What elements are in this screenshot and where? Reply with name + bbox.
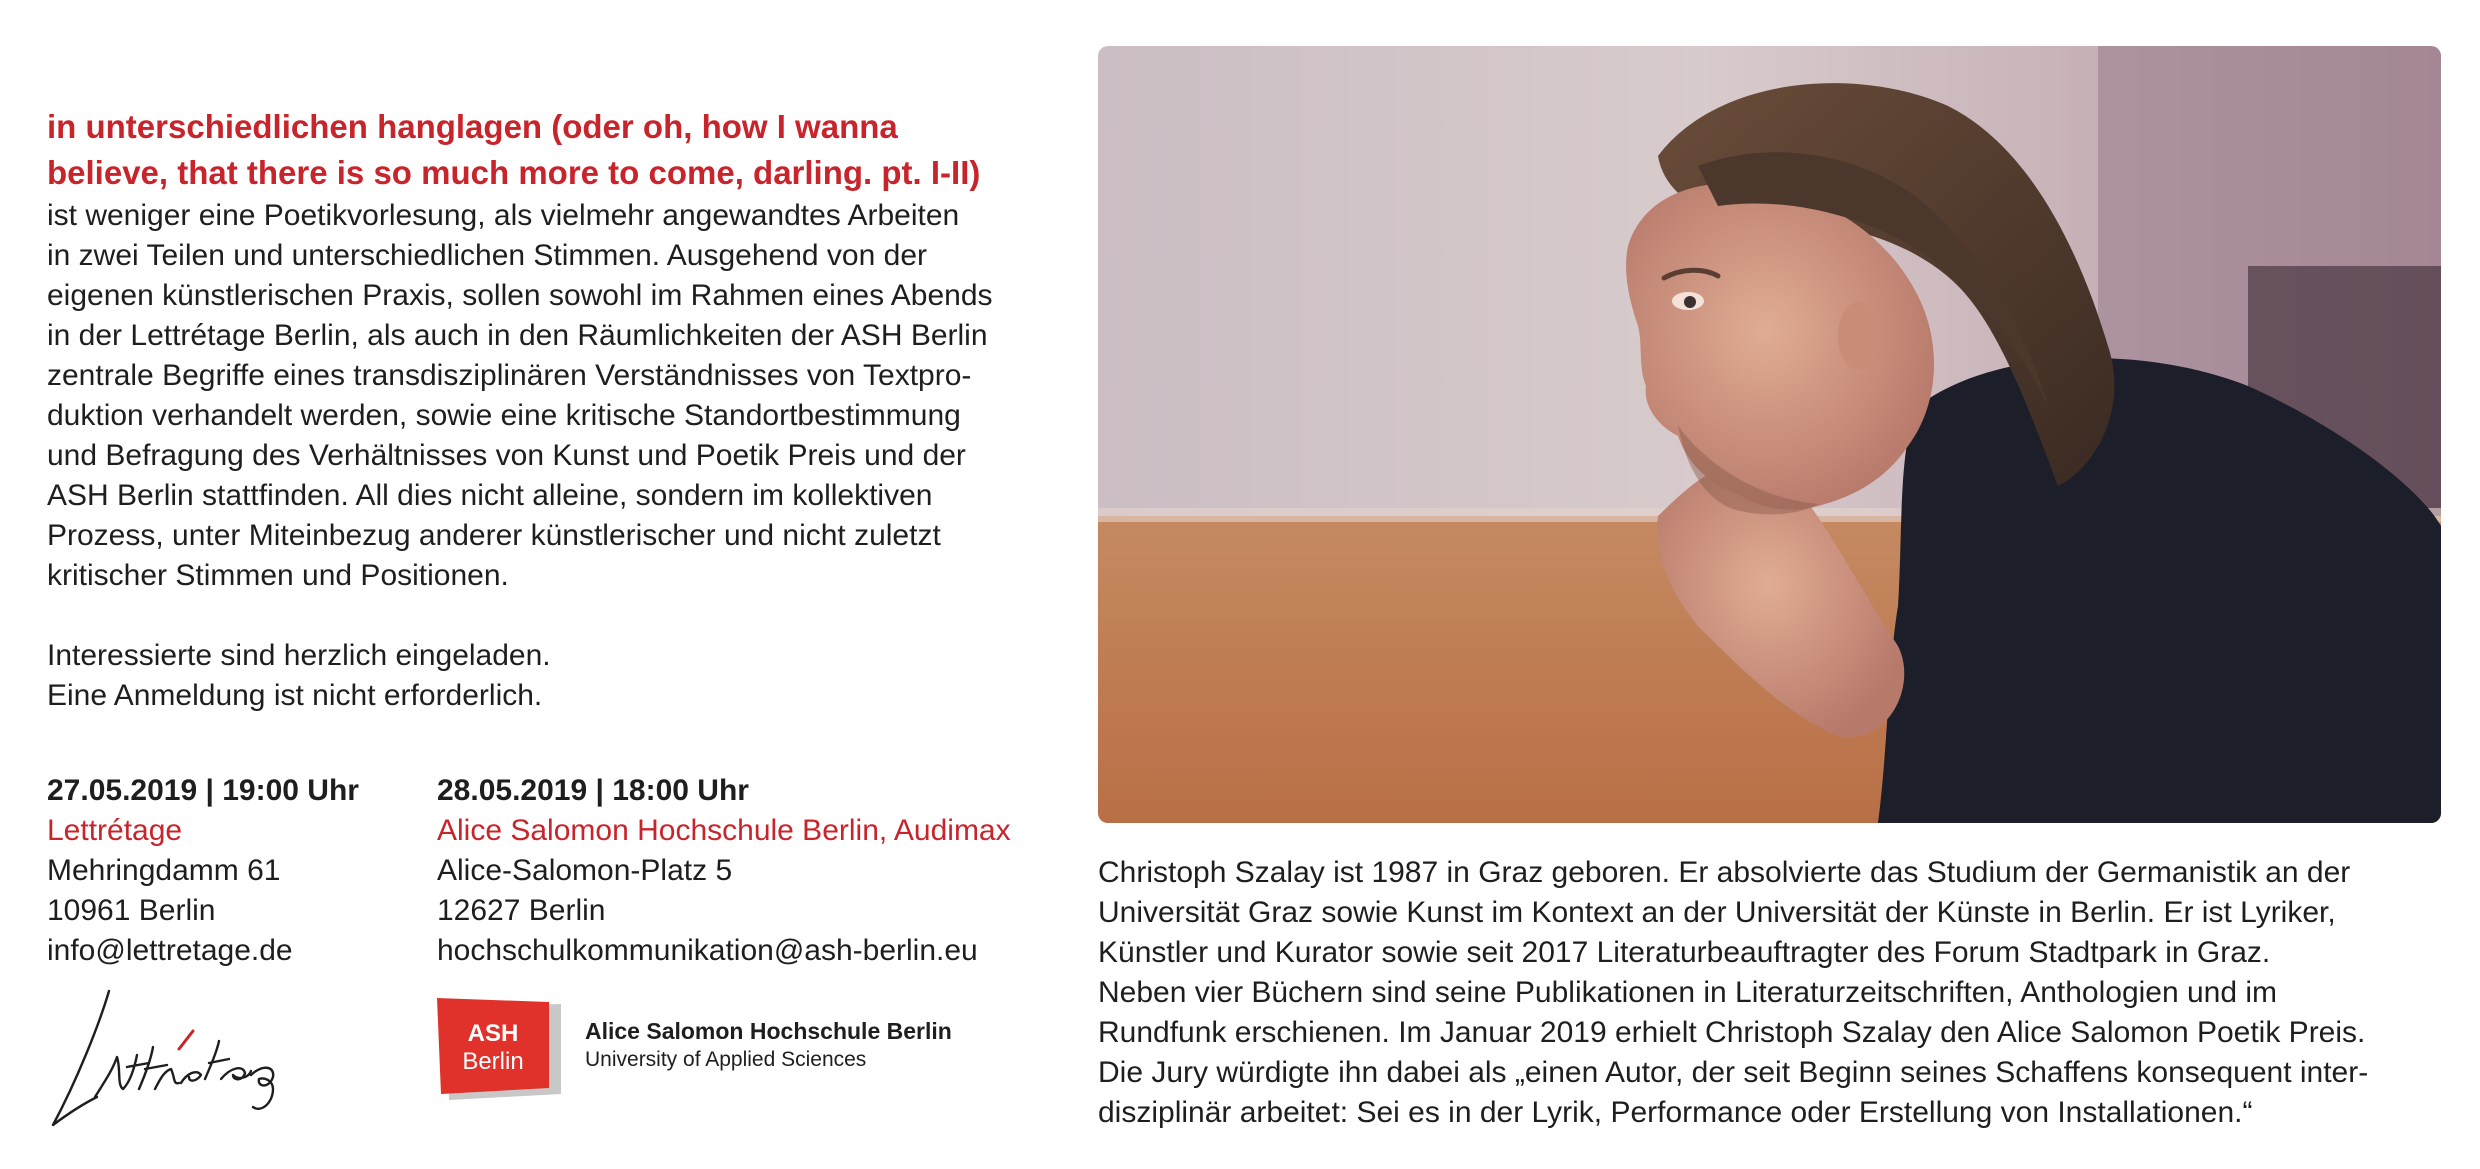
event-city: 10961 Berlin [47, 894, 216, 927]
intro-text [47, 196, 1057, 596]
lettretage-logo [47, 985, 287, 1130]
bio-line: Künstler und Kurator sowie seit 2017 Literaturbeauftragter des Forum Stadtpark in Graz. [1098, 936, 2271, 969]
event-date: 27.05.2019 | 19:00 Uhr [47, 774, 359, 807]
intro-line: zentrale Begriffe eines transdisziplinären Verständnisses von Textpro- [47, 359, 972, 392]
biography-text [1098, 853, 2458, 1133]
invitation-text [47, 636, 1057, 716]
ash-badge-line2: Berlin [462, 1048, 524, 1075]
event-email-link[interactable]: info@lettretage.de [47, 934, 293, 967]
intro-line: eigenen künstlerischen Praxis, sollen sowohl im Rahmen eines Abends [47, 279, 993, 312]
ash-subtitle: University of Applied Sciences [585, 1048, 867, 1071]
bio-line: Universität Graz sowie Kunst im Kontext an der Universität der Künste in Berlin. Er ist Lyriker, [1098, 896, 2336, 929]
intro-line: duktion verhandelt werden, sowie eine kritische Standortbestimmung [47, 399, 961, 432]
event-street: Mehringdamm 61 [47, 854, 281, 887]
intro-line: kritischer Stimmen und Positionen. [47, 559, 509, 592]
event-venue: Alice Salomon Hochschule Berlin, Audimax [437, 814, 1011, 847]
event-ash [437, 771, 1077, 971]
invite-line: Eine Anmeldung ist nicht erforderlich. [47, 679, 543, 712]
intro-line: und Befragung des Verhältnisses von Kunst und Poetik Preis und der [47, 439, 966, 472]
intro-line: Prozess, unter Miteinbezug anderer künstlerischer und nicht zuletzt [47, 519, 941, 552]
event-venue: Lettrétage [47, 814, 183, 847]
event-date: 28.05.2019 | 18:00 Uhr [437, 774, 749, 807]
intro-line: in der Lettrétage Berlin, als auch in den Räumlichkeiten der ASH Berlin [47, 319, 988, 352]
ash-name: Alice Salomon Hochschule Berlin [585, 1018, 952, 1044]
intro-line: in zwei Teilen und unterschiedlichen Stimmen. Ausgehend von der [47, 239, 927, 272]
bio-line: Neben vier Büchern sind seine Publikationen in Literaturzeitschriften, Anthologien und im [1098, 976, 2278, 1009]
bio-line: Die Jury würdigte ihn dabei als „einen Autor, der seit Beginn seines Schaffens konsequent inter- [1098, 1056, 2369, 1089]
ash-badge-text [437, 1020, 549, 1076]
invite-line: Interessierte sind herzlich eingeladen. [47, 639, 551, 672]
event-lettretage [47, 771, 427, 971]
event-street: Alice-Salomon-Platz 5 [437, 854, 733, 887]
intro-line: ist weniger eine Poetikvorlesung, als vielmehr angewandtes Arbeiten [47, 199, 960, 232]
event-city: 12627 Berlin [437, 894, 606, 927]
left-column [47, 104, 1057, 716]
portrait-image [1098, 46, 2441, 823]
intro-line: ASH Berlin stattfinden. All dies nicht alleine, sondern im kollektiven [47, 479, 933, 512]
title-line: believe, that there is so much more to come, darling. pt. I-II) [47, 154, 981, 191]
ash-berlin-logo [437, 998, 997, 1108]
event-email-link[interactable]: hochschulkommunikation@ash-berlin.eu [437, 934, 978, 967]
event-title [47, 104, 1057, 196]
bio-line: Christoph Szalay ist 1987 in Graz geboren. Er absolvierte das Studium der Germanistik an der [1098, 856, 2351, 889]
portrait-photo [1098, 46, 2441, 823]
bio-line: Rundfunk erschienen. Im Januar 2019 erhielt Christoph Szalay den Alice Salomon Poetik Preis. [1098, 1016, 2366, 1049]
ash-badge-line1: ASH [467, 1020, 519, 1047]
title-line: in unterschiedlichen hanglagen (oder oh, how I wanna [47, 108, 898, 145]
bio-line: disziplinär arbeitet: Sei es in der Lyrik, Performance oder Erstellung von Installationen.“ [1098, 1096, 2253, 1129]
